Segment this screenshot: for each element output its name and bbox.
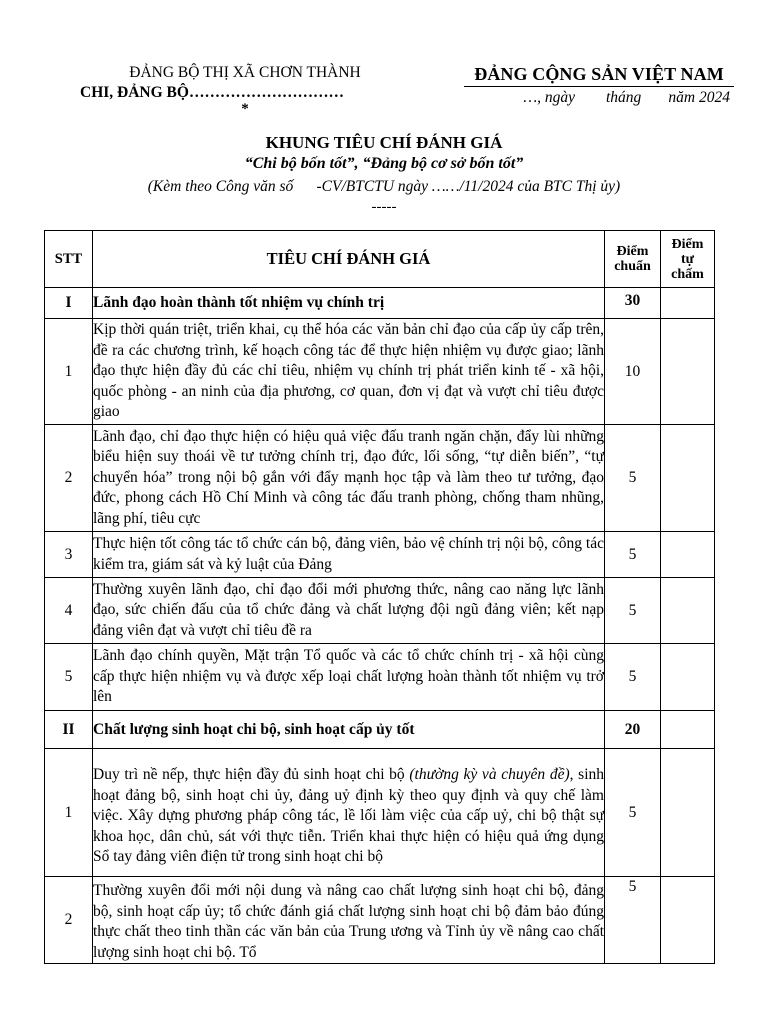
- item-number: 5: [45, 644, 93, 711]
- section-row: [45, 288, 715, 319]
- item-text-part: , sinh hoạt đảng bộ, sinh hoạt chi ủy, đảng uỷ định kỳ theo quy định và quy chế làm việc. Xây dựng phương pháp công tác, lề lối làm việc của cấp uỷ, chi bộ thật sự khoa học, dân chủ, sát với thực tiễn. Triển khai thực hiện có hiệu quả ứng dụng Sổ tay đảng viên điện tử trong sinh hoạt chi bộ: [93, 766, 605, 866]
- section-number: I: [45, 288, 93, 319]
- item-text: Thường xuyên lãnh đạo, chỉ đạo đổi mới phương thức, nâng cao năng lực lãnh đạo, sức chiến đấu của tổ chức đảng và chất lượng đội ngũ đảng viên; kết nạp đảng viên đạt và vượt chỉ tiêu đề ra: [93, 578, 605, 644]
- header-standard-points: Điểm chuẩn: [605, 231, 661, 288]
- self-score-cell: [661, 711, 715, 749]
- item-number: 1: [45, 319, 93, 425]
- self-score-cell: [661, 644, 715, 711]
- item-text: Lãnh đạo, chỉ đạo thực hiện có hiệu quả việc đấu tranh ngăn chặn, đẩy lùi những biểu hiện suy thoái về tư tưởng chính trị, đạo đức, lối sống, “tự diễn biến”, “tự chuyển hóa” trong nội bộ gắn với đẩy mạnh học tập và làm theo tư tưởng, đạo đức, phong cách Hồ Chí Minh và công tác đấu tranh phòng, chống tham nhũng, lãng phí, tiêu cực: [93, 425, 605, 532]
- item-text: Thực hiện tốt công tác tổ chức cán bộ, đảng viên, bảo vệ chính trị nội bộ, công tác kiểm tra, giám sát và kỷ luật của Đảng: [93, 532, 605, 578]
- national-heading: ĐẢNG CỘNG SẢN VIỆT NAM: [464, 63, 734, 87]
- section-number: II: [45, 711, 93, 749]
- header-criteria: TIÊU CHÍ ĐÁNH GIÁ: [93, 231, 605, 288]
- item-points: 5: [605, 578, 661, 644]
- item-number: 4: [45, 578, 93, 644]
- document-subtitle: “Chi bộ bốn tốt”, “Đảng bộ cơ sở bốn tốt”: [244, 155, 524, 172]
- document-reference: (Kèm theo Công văn số -CV/BTCTU ngày ……/11/2024 của BTC Thị ủy): [147, 178, 621, 195]
- header-stt: STT: [45, 231, 93, 288]
- item-number: 2: [45, 877, 93, 964]
- section-points: 30: [605, 288, 661, 319]
- criteria-row: [45, 532, 715, 578]
- item-number: 3: [45, 532, 93, 578]
- criteria-row: [45, 425, 715, 532]
- criteria-row: [45, 319, 715, 425]
- item-text: Thường xuyên đổi mới nội dung và nâng cao chất lượng sinh hoạt chi bộ, đảng bộ, sinh hoạt cấp ủy; tổ chức đánh giá chất lượng sinh hoạt chi bộ đảm bảo đúng thực chất theo tinh thần các văn bản của Trung ương và Tỉnh ủy về nâng cao chất lượng sinh hoạt chi bộ. Tổ: [93, 877, 605, 964]
- section-points: 20: [605, 711, 661, 749]
- self-score-cell: [661, 425, 715, 532]
- self-score-cell: [661, 319, 715, 425]
- criteria-table: [44, 230, 715, 964]
- item-number: 2: [45, 425, 93, 532]
- item-points: 10: [605, 319, 661, 425]
- item-points: 5: [605, 877, 661, 964]
- self-score-cell: [661, 532, 715, 578]
- issuer-party-committee: ĐẢNG BỘ THỊ XÃ CHƠN THÀNH: [129, 64, 361, 81]
- item-text-italic: (thường kỳ và chuyên đề): [409, 766, 570, 784]
- issuer-block: [80, 63, 410, 119]
- section-row: [45, 711, 715, 749]
- item-text: Kịp thời quán triệt, triển khai, cụ thể hóa các văn bản chỉ đạo của cấp ủy cấp trên, đề ra các chương trình, kế hoạch công tác để thực hiện nhiệm vụ được giao; lãnh đạo thực hiện đầy đủ các chỉ tiêu, nhiệm vụ chính trị phát triển kinh tế - xã hội, quốc phòng - an ninh của địa phương, cơ quan, đơn vị đạt và vượt chỉ tiêu được giao: [93, 319, 605, 425]
- header-self-points: Điểm tự chấm: [661, 231, 715, 288]
- section-title: Lãnh đạo hoàn thành tốt nhiệm vụ chính trị: [93, 288, 605, 319]
- self-score-cell: [661, 578, 715, 644]
- criteria-row: [45, 877, 715, 964]
- date-line: …, ngày tháng năm 2024: [523, 89, 730, 106]
- document-title: KHUNG TIÊU CHÍ ĐÁNH GIÁ: [265, 133, 503, 152]
- item-text: Lãnh đạo chính quyền, Mặt trận Tổ quốc và các tổ chức chính trị - xã hội cùng cấp thực hiện nhiệm vụ và được xếp loại chất lượng hoàn thành tốt nhiệm vụ trở lên: [93, 644, 605, 711]
- self-score-cell: [661, 877, 715, 964]
- criteria-row: [45, 644, 715, 711]
- self-score-cell: [661, 288, 715, 319]
- item-points: 5: [605, 532, 661, 578]
- criteria-row: [45, 749, 715, 877]
- issuer-branch: CHI, ĐẢNG BỘ…………………………: [80, 84, 344, 101]
- national-heading-block: [464, 63, 734, 107]
- table-header-row: [45, 231, 715, 288]
- item-points: 5: [605, 425, 661, 532]
- self-score-cell: [661, 749, 715, 877]
- issuer-star: *: [241, 101, 249, 117]
- title-separator: -----: [371, 199, 397, 215]
- criteria-row: [45, 578, 715, 644]
- section-title: Chất lượng sinh hoạt chi bộ, sinh hoạt cấp ủy tốt: [93, 711, 605, 749]
- item-points: 5: [605, 644, 661, 711]
- item-text: [93, 749, 605, 877]
- item-number: 1: [45, 749, 93, 877]
- item-text-part: Duy trì nề nếp, thực hiện đầy đủ sinh hoạt chi bộ: [93, 766, 410, 784]
- item-points: 5: [605, 749, 661, 877]
